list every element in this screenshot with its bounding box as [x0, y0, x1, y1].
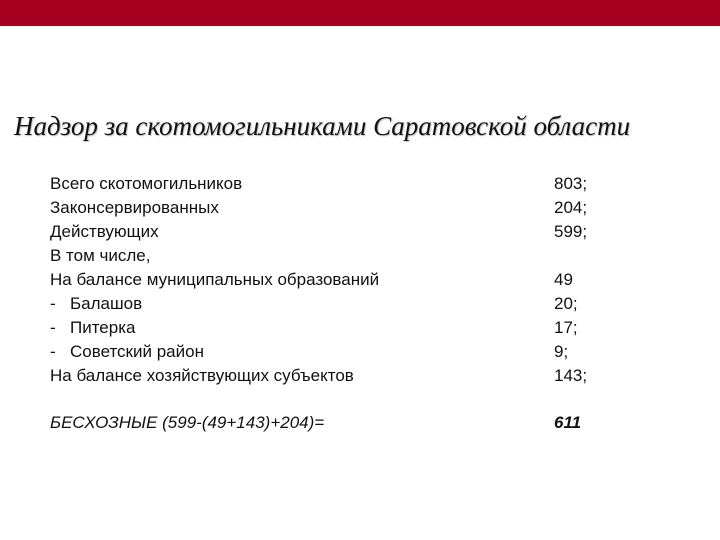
row-label: Законсервированных: [50, 198, 219, 217]
list-item-total: [50, 172, 670, 196]
row-label: Всего скотомогильников: [50, 174, 243, 193]
statistics-list: [50, 172, 670, 388]
row-value: 143;: [554, 366, 588, 385]
summary-value: 611: [554, 413, 582, 432]
slide-title: Надзор за скотомогильниками Саратовской области: [14, 111, 631, 141]
list-item-business: [50, 364, 670, 388]
row-label: На балансе муниципальных образований: [50, 270, 380, 289]
row-label: Питерка: [70, 318, 136, 337]
dash-marker: -: [50, 318, 56, 337]
top-accent-bar: [0, 0, 720, 26]
dash-marker: -: [50, 294, 56, 313]
row-value: 49: [554, 270, 573, 289]
list-item-sovetsky: [50, 340, 670, 364]
row-value: 20;: [554, 294, 578, 313]
row-label: На балансе хозяйствующих субъектов: [50, 366, 354, 385]
list-item-conserved: [50, 196, 670, 220]
row-label: Балашов: [70, 294, 143, 313]
ownerless-summary: [50, 410, 670, 436]
list-item-active: [50, 220, 670, 244]
row-value: 204;: [554, 198, 588, 217]
row-value: 599;: [554, 222, 588, 241]
list-item-balashov: [50, 292, 670, 316]
row-value: 9;: [554, 342, 569, 361]
row-value: 17;: [554, 318, 578, 337]
row-label: В том числе,: [50, 246, 151, 265]
list-item-piterka: [50, 316, 670, 340]
list-item-municipal: [50, 268, 670, 292]
list-item-including: [50, 244, 670, 268]
row-label: Действующих: [50, 222, 159, 241]
summary-label: БЕСХОЗНЫЕ (599-(49+143)+204)=: [50, 413, 325, 432]
dash-marker: -: [50, 342, 56, 361]
row-label: Советский район: [70, 342, 204, 361]
row-value: 803;: [554, 174, 588, 193]
